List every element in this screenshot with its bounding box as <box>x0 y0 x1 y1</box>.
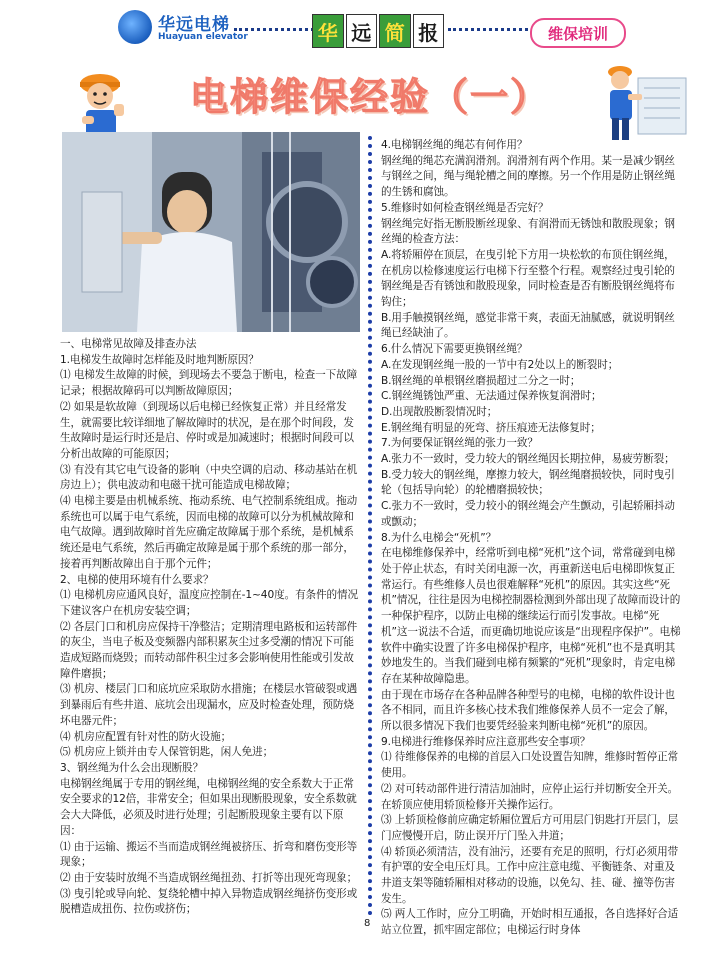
question-heading: 4.电梯钢丝绳的绳芯有何作用？ <box>381 139 528 151</box>
question-heading: 1.电梯发生故障时怎样能及时地判断原因？ <box>60 353 259 366</box>
paragraph: ⑷ 电梯主要是由机械系统、拖动系统、电气控制系统组成。拖动系统也可以属于电气系统，因而电梯的故障可以分为机械故障和电气故障。遇到故障时首先应确定故障属于那个系统，是机械系统还是电气系统，然后再确定故障是属于那个系统的那一部分，接着再判断故障出自于那个元件； <box>60 495 358 570</box>
section-heading: 一、电梯常见故障及排查办法 <box>60 338 197 350</box>
paragraph: ⑵ 各层门口和机房应保持干净整洁；定期清理电路板和运转部件的灰尘，当电子板及变频器内部积累灰尘过多受潮的情况下可能造成短路而烧毁；而转动部件积尘过多会影响使用性能或引发故障件磨损； <box>60 620 358 680</box>
paragraph: ⑷ 轿顶必须清洁，没有油污，还要有充足的照明，行灯必须用带有护罩的安全电压灯具。工作中应注意电缆、平衡链条、对重及井道支架等随轿厢相对移动的设施，以免勾、挂、碰、撞等伤害发生。 <box>381 845 679 905</box>
paragraph: ⑴ 待维修保养的电梯的首层入口处设置告知牌，维修时暂停正常使用。 <box>381 751 679 780</box>
paragraph: ⑷ 机房应配置有针对性的防火设施； <box>60 730 232 743</box>
training-tag: 维保培训 <box>530 18 626 48</box>
huayuan-logo-icon <box>118 10 152 44</box>
paragraph: B.钢丝绳的单根钢丝磨损超过二分之一时； <box>381 374 581 387</box>
paragraph: ⑴ 电梯机房应通风良好，温度应控制在-1~40度。有条件的情况下建议客户在机房安装空调； <box>60 589 359 617</box>
paragraph: ⑵ 由于安装时放绳不当造成钢丝绳扭劲、打折等出现死弯现象； <box>60 871 358 884</box>
paragraph: A.将轿厢停在顶层，在曳引轮下方用一块松软的布顶住钢丝绳，在机房以检修速度运行电梯下行至整个行程。观察经过曳引轮的钢丝绳是否有锈蚀和散股现象，同时检查是否有断股钢丝绳将布钩住； <box>381 248 675 309</box>
question-heading: 3、钢丝绳为什么会出现断股？ <box>60 761 204 774</box>
question-heading: 5.维修时如何检查钢丝绳是否完好？ <box>381 201 549 214</box>
paragraph: E.钢丝绳有明显的死弯、挤压痕迹无法修复时； <box>381 421 601 434</box>
paragraph: C.钢丝绳锈蚀严重、无法通过保养恢复润滑时； <box>381 390 602 403</box>
question-heading: 7.为何要保证钢丝绳的张力一致？ <box>381 437 538 450</box>
paragraph: ⑵ 对可转动部件进行清洁加油时，应停止运行并切断安全开关。在轿顶应使用轿顶检修开关操作运行。 <box>381 782 679 811</box>
paragraph: ⑸ 机房应上锁并由专人保管钥匙，闲人免进； <box>60 746 274 759</box>
paragraph: 钢丝绳的绳芯充满润滑剂。润滑剂有两个作用。某一是减少钢丝与钢丝之间，绳与绳轮槽之间的摩擦。另一个作用是防止钢丝绳的生锈和腐蚀。 <box>381 154 675 199</box>
paragraph: A.在发现钢丝绳一股的一节中有2处以上的断裂时； <box>381 358 619 371</box>
right-column <box>381 138 681 939</box>
paragraph: 由于现在市场存在各种品牌各种型号的电梯，电梯的软件设计也各不相同，而且许多核心技术我们维修保养人员不一定会了解，所以很多情况下我们也要凭经验来判断电梯“死机”的原因。 <box>381 688 675 733</box>
newsletter-char: 报 <box>413 14 445 48</box>
paragraph: D.出现散股断裂情况时； <box>381 405 498 418</box>
logo-chinese-name: 华远电梯 <box>158 15 230 35</box>
column-divider <box>368 136 372 916</box>
question-heading: 2、电梯的使用环境有什么要求？ <box>60 573 214 586</box>
paragraph: B.用手触摸钢丝绳，感觉非常干爽，表面无油腻感，就说明钢丝绳已经缺油了。 <box>381 311 675 340</box>
paragraph: ⑶ 曳引轮或导向轮、复绕轮槽中掉入异物造成钢丝绳挤伤变形或脱槽造成扭伤、拉伤或挤伤； <box>60 887 358 916</box>
paragraph: A.张力不一致时，受力较大的钢丝绳因长期拉伸，易疲劳断裂； <box>381 453 675 466</box>
paragraph: ⑴ 由于运输、搬运不当而造成钢丝绳被挤压、折弯和磨伤变形等现象； <box>60 840 358 869</box>
header-dots-left <box>234 28 314 31</box>
paragraph: C.张力不一致时，受力较小的钢丝绳会产生颤动，引起轿厢抖动或颤动； <box>381 500 675 528</box>
question-heading: 8.为什么电梯会“死机”？ <box>381 531 497 544</box>
worker-reading-illustration <box>598 58 688 148</box>
paragraph: ⑵ 如果是软故障（到现场以后电梯已经恢复正常）并且经常发生，就需要比较详细地了解故障时的状况，是在那个时间段，发生故障时是运行时还是启、停时或是加减速时；根据时间段可以分析出故障的可能原因； <box>60 400 354 460</box>
question-heading: 6.什么情况下需要更换钢丝绳？ <box>381 343 528 356</box>
logo-english-name: Huayuan elevator <box>158 32 248 42</box>
paragraph: 在电梯维修保养中，经常听到电梯“死机”这个词，常常碰到电梯处于停止状态，有时关闭电源一次，再重新送电后电梯即恢复正常运行。有些维修人员也很难解释“死机”的原因。其实这些“死机”情况，往往是因为电梯控制器检测到外部出现了故障而设计的一种保护程序，以防止电梯的继续运行而引发事故。电梯“死机”这一说法不合适，而更确切地说应该是“出现程序保护”。电梯软件中确实设置了许多电梯保护程序，电梯“死机”也不是真明其妙地发生的。当我们碰到电梯有频繁的“死机”现象时，肯定电梯存在某种故障隐患。 <box>381 547 681 685</box>
paragraph: ⑸ 两人工作时，应分工明确，开始时相互通报，各自选择好合适站立位置，抓牢固定部位；电梯运行时身体 <box>381 908 679 937</box>
page-number: 8 <box>364 918 371 929</box>
newsletter-char: 远 <box>346 14 378 48</box>
paragraph: ⑶ 上轿顶检修前应确定轿厢位置后方可用层门钥匙打开层门，层门应慢慢开启，防止误开厅门坠入井道； <box>381 814 679 842</box>
header-dots-right <box>448 28 528 31</box>
paragraph: ⑴ 电梯发生故障的时候，到现场去不要急于断电，检查一下故障记录；根据故障码可以判断故障原因； <box>60 369 358 398</box>
elevator-maintenance-photo <box>62 132 360 332</box>
newsletter-char: 华 <box>312 14 344 48</box>
paragraph: ⑶ 有没有其它电气设备的影响（中央空调的启动、移动基站在机房边上）；供电波动和电磁干扰可能造成电梯故障； <box>60 463 358 492</box>
question-heading: 9.电梯进行维修保养时应注意那些安全事项？ <box>381 735 591 748</box>
left-column <box>60 337 360 918</box>
company-logo <box>118 10 288 56</box>
page-title: 电梯维保经验（一） <box>189 75 550 119</box>
paragraph: 电梯钢丝绳属于专用的钢丝绳，电梯钢丝绳的安全系数大于正常安全要求的12倍，非常安全；但如果出现断股现象，安全系数就会大大降低，必须及时进行处理；引起断股现象主要有以下原因： <box>60 777 357 837</box>
paragraph: ⑶ 机房、楼层门口和底坑应采取防水措施；在楼层水管破裂或遇到暴雨后有些井道、底坑会出现漏水，应及时检查处理，预防烧坏电器元件； <box>60 683 358 727</box>
paragraph: 钢丝绳完好指无断股断丝现象、有润滑而无锈蚀和散股现象；钢丝绳的检查方法： <box>381 217 675 246</box>
paragraph: B.受力较大的钢丝绳，摩擦力较大，钢丝绳磨损较快，同时曳引轮（包括导向轮）的轮槽磨损较快； <box>381 468 675 497</box>
newsletter-title <box>312 14 444 48</box>
newsletter-char: 简 <box>379 14 411 48</box>
